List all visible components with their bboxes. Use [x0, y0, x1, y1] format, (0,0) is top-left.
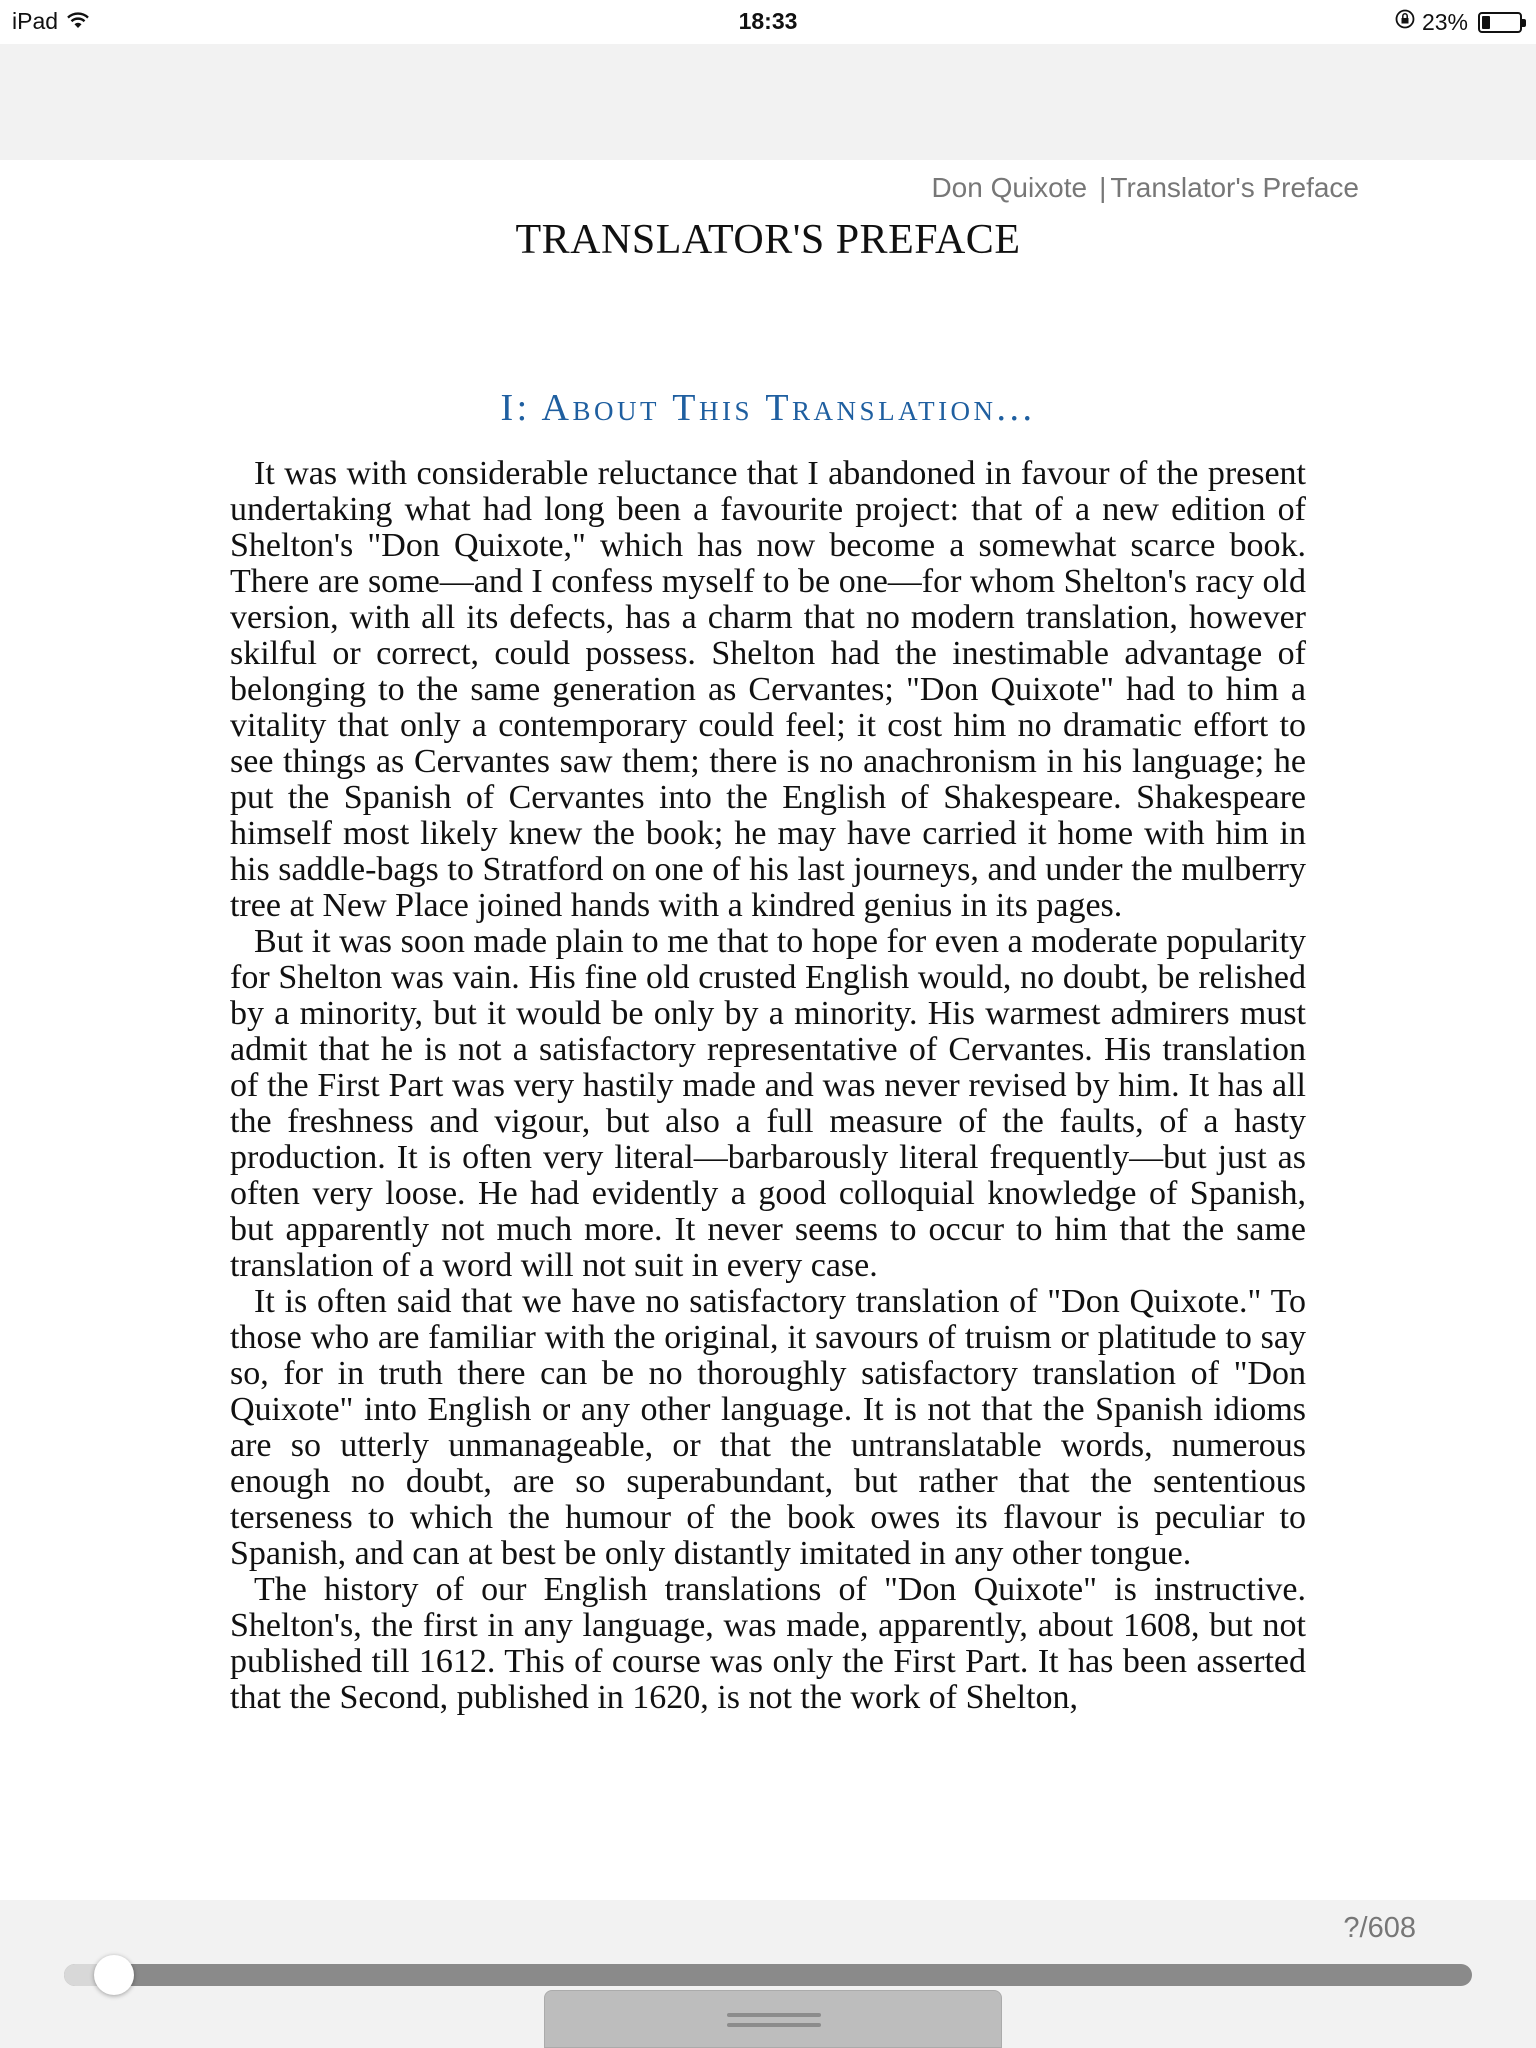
battery-icon [1478, 12, 1522, 33]
header-separator: | [1099, 172, 1107, 203]
running-header [931, 172, 1359, 204]
page-slider[interactable] [64, 1964, 1472, 1986]
status-bar [0, 0, 1536, 44]
paragraph: The history of our English translations of "Don Quixote" is instructive. Shelton's, the first in any language, was made, apparently, about 1608, but not published till 1612. This of course was only the First Part. It has been asserted that the Second, published in 1620, is not the work of Shelton, [230, 1571, 1306, 1716]
header-chapter-name: Translator's Preface [1110, 172, 1359, 203]
page-slider-thumb[interactable] [94, 1955, 134, 1995]
paragraph: It is often said that we have no satisfactory translation of "Don Quixote." To those who are familiar with the original, it savours of truism or platitude to say so, for in truth there can be no thoroughly satisfactory translation of "Don Quixote" into English or any other language. It is not that the Spanish idioms are so utterly unmanageable, or that the untranslatable words, numerous enough no doubt, are so superabundant, but rather that the sententious terseness to which the humour of the book owes its flavour is peculiar to Spanish, and can at best be only distantly imitated in any other tongue. [230, 1283, 1306, 1572]
paragraph: But it was soon made plain to me that to hope for even a moderate popularity for Shelton was vain. His fine old crusted English would, no doubt, be relished by a minority, but it would be only by a minority. His warmest admirers must admit that he is not a satisfactory representative of Cervantes. His translation of the First Part was very hastily made and was never revised by him. It has all the freshness and vigour, but also a full measure of the faults, of a hasty production. It is often very literal—barbarously literal frequently—but just as often very loose. He had evidently a good colloquial knowledge of Spanish, but apparently not much more. It never seems to occur to him that the same translation of a word will not suit in every case. [230, 923, 1306, 1284]
battery-level [1482, 16, 1490, 29]
drawer-grip-icon [727, 2013, 821, 2017]
book-page[interactable] [0, 160, 1536, 1900]
header-book-title: Don Quixote [931, 172, 1088, 203]
device-name: iPad [12, 8, 59, 34]
status-right [1394, 8, 1522, 36]
paragraph: It was with considerable reluctance that I abandoned in favour of the present undertaking what had long been a favourite project: that of a new edition of Shelton's "Don Quixote," which has now become a somewhat scarce book. There are some—and I confess myself to be one—for whom Shelton's racy old version, with all its defects, has a charm that no modern translation, however skilful or correct, could possess. Shelton had the inestimable advantage of belonging to the same generation as Cervantes; "Don Quixote" had to him a vitality that only a contemporary could feel; it cost him no dramatic effort to see things as Cervantes saw them; there is no anachronism in his language; he put the Spanish of Cervantes into the English of Shakespeare. Shakespeare himself most likely knew the book; he may have carried it home with him in his saddle-bags to Stratford on one of his last journeys, and under the mulberry tree at New Place joined hands with a kindred genius in its pages. [230, 455, 1306, 924]
chapter-title: TRANSLATOR'S PREFACE [515, 217, 1021, 263]
orientation-lock-icon [1394, 8, 1416, 36]
page-indicator: ?/608 [1343, 1912, 1416, 1944]
drawer-grip-icon [727, 2023, 821, 2027]
body-text [230, 456, 1306, 1716]
section-title: I: About This Translation... [500, 387, 1036, 429]
battery-tip [1522, 19, 1526, 27]
status-time: 18:33 [738, 8, 798, 34]
drawer-handle[interactable] [544, 1990, 1002, 2048]
top-toolbar[interactable] [0, 44, 1536, 160]
battery-percent: 23% [1421, 8, 1468, 35]
